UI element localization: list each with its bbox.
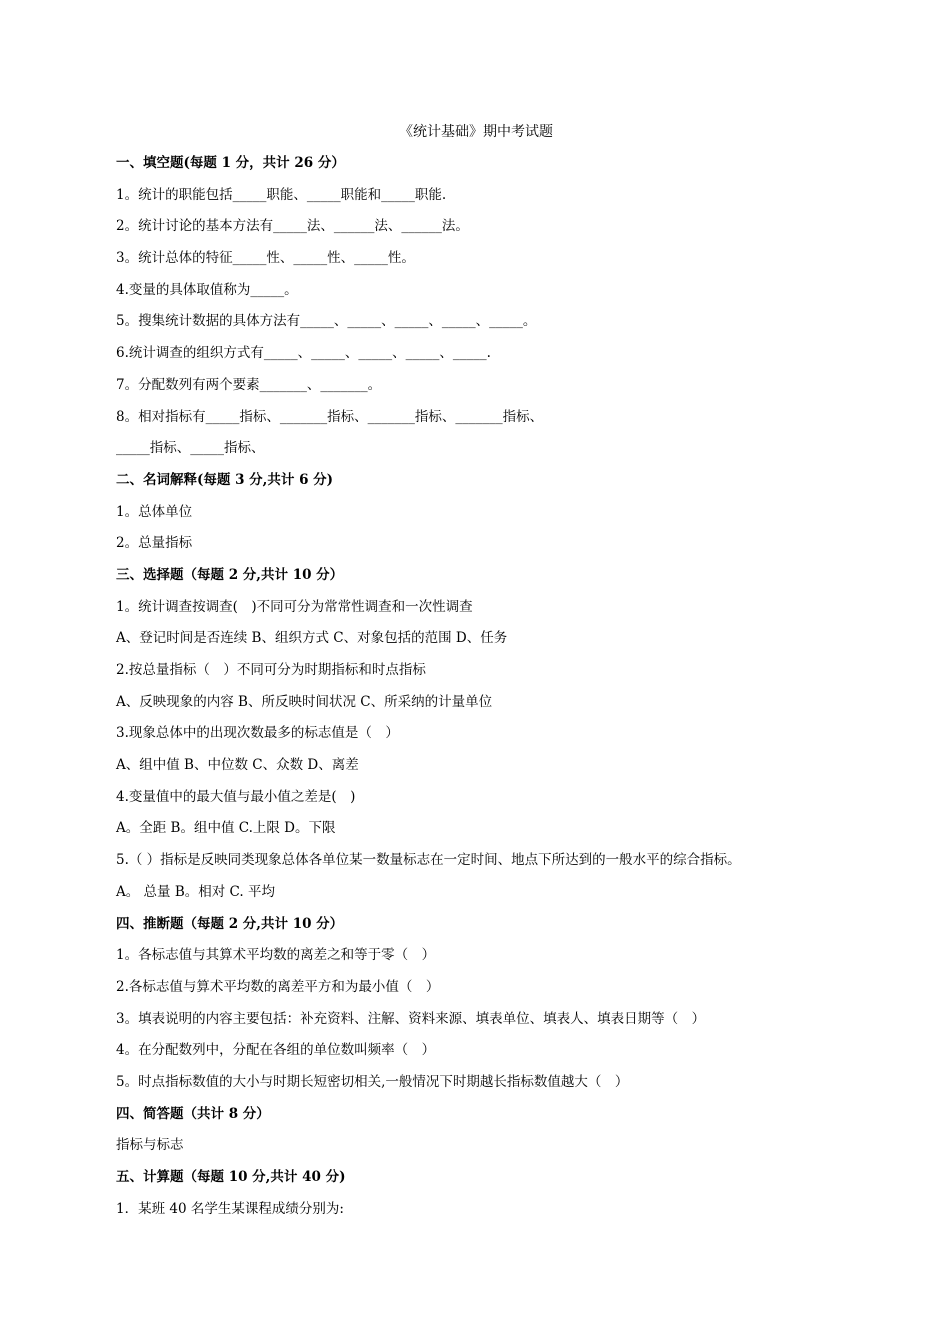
question-line: 指标与标志 xyxy=(116,1137,184,1154)
question-line: 4.变量的具体取值称为_____。 xyxy=(116,281,298,298)
question-line: 1。总体单位 xyxy=(116,503,193,520)
question-line: A、组中值 B、中位数 C、众数 D、离差 xyxy=(116,757,359,774)
question-line: 1．某班 40 名学生某课程成绩分别为: xyxy=(116,1200,344,1217)
question-line: 5。搜集统计数据的具体方法有_____、_____、_____、_____、_____。 xyxy=(116,313,537,330)
section-heading: 一、填空题(每题 1 分，共计 26 分） xyxy=(116,155,345,171)
question-line: 1。各标志值与其算术平均数的离差之和等于零（ ） xyxy=(116,947,436,964)
exam-title: 《统计基础》期中考试题 xyxy=(399,124,553,140)
section-heading: 二、名词解释(每题 3 分,共计 6 分) xyxy=(116,471,334,488)
section-heading: 四、推断题（每题 2 分,共计 10 分） xyxy=(116,915,344,932)
question-line: A。全距 B。组中值 C.上限 D。下限 xyxy=(116,820,336,837)
question-line: 7。分配数列有两个要素_______、_______。 xyxy=(116,376,382,393)
question-line: A、登记时间是否连续 B、组织方式 C、对象包括的范围 D、任务 xyxy=(116,630,508,647)
section-heading: 四、简答题（共计 8 分） xyxy=(116,1105,270,1122)
question-line: 4.变量值中的最大值与最小值之差是( ) xyxy=(116,788,356,805)
question-line: 8。相对指标有_____指标、_______指标、_______指标、_______指标、 xyxy=(116,408,544,425)
question-line: 1。统计调查按调查( )不同可分为常常性调查和一次性调查 xyxy=(116,598,473,615)
question-line: 3。填表说明的内容主要包括：补充资料、注解、资料来源、填表单位、填表人、填表日期等（ ） xyxy=(116,1010,706,1027)
section-heading: 三、选择题（每题 2 分,共计 10 分） xyxy=(116,566,344,583)
section-heading: 五、计算题（每题 10 分,共计 40 分) xyxy=(116,1169,346,1185)
question-line: 1。统计的职能包括_____职能、_____职能和_____职能. xyxy=(116,186,447,203)
question-line: 6.统计调查的组织方式有_____、_____、_____、_____、_____. xyxy=(116,345,491,362)
question-line: A。 总量 B。相对 C. 平均 xyxy=(116,883,275,900)
question-line: 3.现象总体中的出现次数最多的标志值是（ ） xyxy=(116,725,399,742)
exam-page xyxy=(116,116,836,1225)
question-line: 2。统计讨论的基本方法有_____法、______法、______法。 xyxy=(116,218,469,235)
question-line: 4。在分配数列中，分配在各组的单位数叫频率（ ） xyxy=(116,1042,436,1059)
question-line: 2.各标志值与算术平均数的离差平方和为最小值（ ） xyxy=(116,978,440,995)
question-line: 3。统计总体的特征_____性、_____性、_____性。 xyxy=(116,250,415,267)
question-line: A、反映现象的内容 B、所反映时间状况 C、所采纳的计量单位 xyxy=(116,693,493,710)
question-line: 2。总量指标 xyxy=(116,535,193,552)
exam-body xyxy=(116,148,836,1225)
question-line: 2.按总量指标（ ）不同可分为时期指标和时点指标 xyxy=(116,662,426,678)
question-line: 5。时点指标数值的大小与时期长短密切相关,一般情况下时期越长指标数值越大（ ） xyxy=(116,1073,629,1090)
question-line: _____指标、_____指标、 xyxy=(116,440,265,457)
question-line: 5.（ ）指标是反映同类现象总体各单位某一数量标志在一定时间、地点下所达到的一般水平的综合指标。 xyxy=(116,852,741,869)
